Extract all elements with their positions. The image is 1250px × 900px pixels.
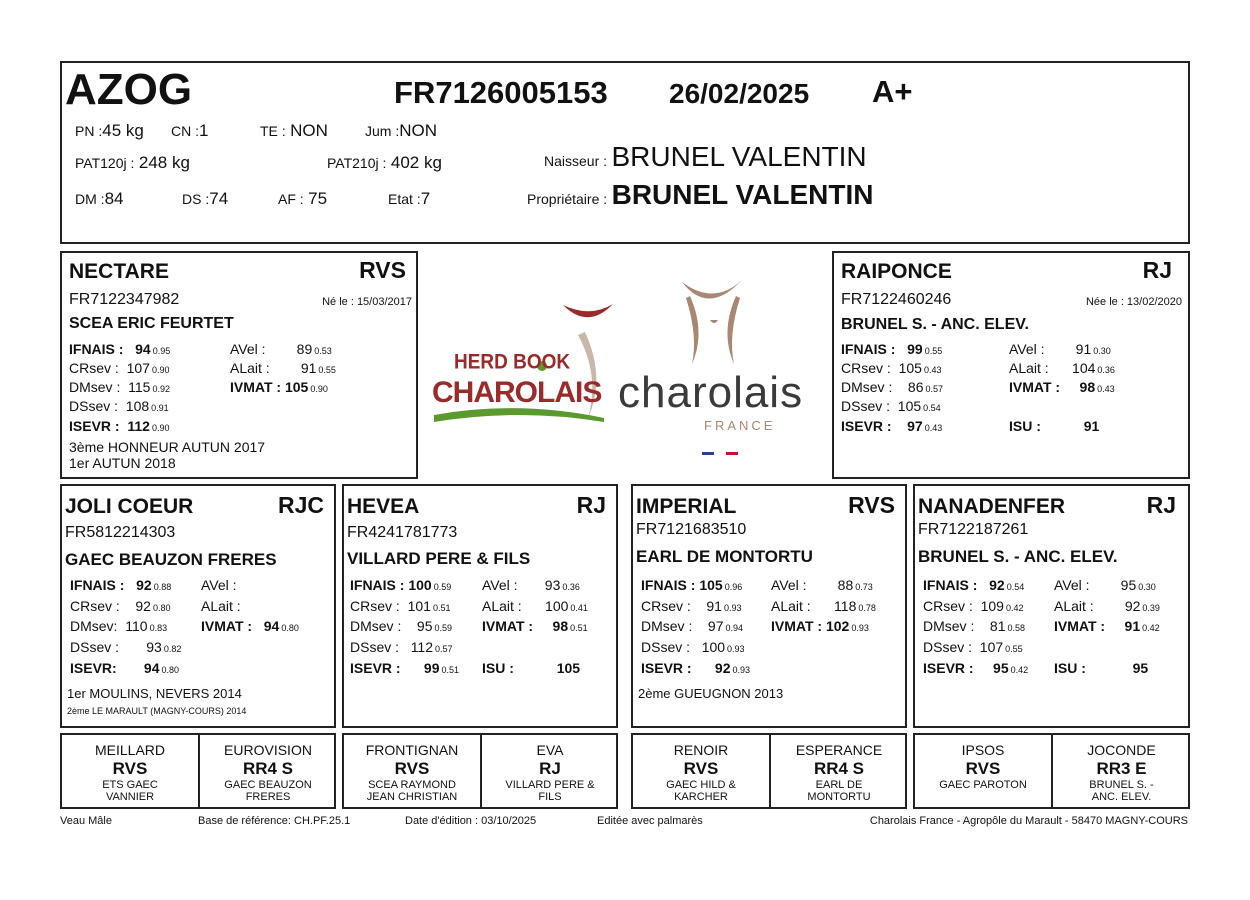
ggp-code: RVS xyxy=(394,759,430,778)
animal-grade: A+ xyxy=(872,74,913,109)
ggp-code: RJ xyxy=(539,759,561,778)
gp-alait: ALait : xyxy=(201,598,241,614)
dm-label: DM : xyxy=(75,191,105,207)
gp-dmsev: DMsev : 81 0.58 xyxy=(923,618,1026,634)
gp-avel: AVel : xyxy=(201,577,237,593)
grandparent-card-0 xyxy=(60,484,336,728)
cn-field xyxy=(171,121,208,141)
ggp-name: FRONTIGNAN xyxy=(365,742,459,758)
gp-isevr: ISEVR : 92 0.93 xyxy=(641,660,751,676)
gp-code: RVS xyxy=(848,492,895,518)
france-word: FRANCE xyxy=(704,418,776,433)
dam-isevr: ISEVR : 97 0.43 xyxy=(841,418,943,434)
charolais-word: charolais xyxy=(618,368,804,417)
animal-name: AZOG xyxy=(65,65,193,114)
gp-ifnais: IFNAIS : 100 0.59 xyxy=(350,577,452,593)
ggp-name: RENOIR xyxy=(673,742,729,758)
gp-name: IMPERIAL xyxy=(636,495,737,518)
gp-breeder: VILLARD PERE & FILS xyxy=(347,549,531,568)
ggp-cell xyxy=(482,735,618,807)
gp-breeder: EARL DE MONTORTU xyxy=(636,547,813,566)
ggp-breeder: VILLARD PERE & FILS xyxy=(505,779,595,803)
gp-ifnais: IFNAIS : 92 0.54 xyxy=(923,577,1025,593)
dam-dssev: DSsev : 105 0.54 xyxy=(841,398,941,414)
footer-edition-date: Date d'édition : 03/10/2025 xyxy=(405,815,537,827)
dam-code: RJ xyxy=(1142,257,1172,283)
dam-crsev: CRsev : 105 0.43 xyxy=(841,360,942,376)
dm-value: 84 xyxy=(104,189,124,208)
ggp-group-2 xyxy=(631,733,907,809)
pat120-label: PAT120j : xyxy=(75,155,135,171)
etat-label: Etat : xyxy=(388,191,421,207)
gp-award-1: 2ème GUEUGNON 2013 xyxy=(638,686,784,701)
ggp-name: MEILLARD xyxy=(94,742,166,758)
dam-isu: ISU : 91 xyxy=(1009,418,1100,434)
ggp-code: RVS xyxy=(112,759,148,778)
proprietaire-field xyxy=(527,179,873,211)
dam-born: Née le : 13/02/2020 xyxy=(1085,296,1182,308)
gp-ivmat: IVMAT : 102 0.93 xyxy=(771,618,869,634)
animal-id: FR7126005153 xyxy=(394,75,608,110)
dam-avel: AVel : 91 0.30 xyxy=(1009,341,1111,357)
dam-dmsev: DMsev : 86 0.57 xyxy=(841,379,944,395)
ggp-cell xyxy=(344,735,482,807)
footer-sex: Veau Mâle xyxy=(60,815,112,827)
herdbook-line2: CHAROLAIS xyxy=(432,376,602,409)
cn-value: 1 xyxy=(199,121,209,140)
ggp-code: RVS xyxy=(965,759,1001,778)
ds-value: 74 xyxy=(209,189,229,208)
dam-ifnais: IFNAIS : 99 0.55 xyxy=(841,341,943,357)
af-value: 75 xyxy=(308,189,328,208)
gp-id: FR4241781773 xyxy=(347,524,458,541)
ggp-group-0 xyxy=(60,733,336,809)
dam-alait: ALait : 104 0.36 xyxy=(1009,360,1115,376)
animal-date: 26/02/2025 xyxy=(669,78,810,109)
gp-breeder: BRUNEL S. - ANC. ELEV. xyxy=(918,547,1118,566)
te-field xyxy=(260,121,328,141)
gp-dmsev: DMsev : 95 0.59 xyxy=(350,618,453,634)
naisseur-label: Naisseur : xyxy=(544,153,608,169)
etat-field xyxy=(388,189,430,209)
ggp-cell xyxy=(771,735,907,807)
ggp-cell xyxy=(915,735,1053,807)
ds-field xyxy=(182,189,228,209)
ggp-code: RR4 S xyxy=(813,759,865,778)
gp-avel: AVel : 88 0.73 xyxy=(771,577,873,593)
ggp-code: RVS xyxy=(683,759,719,778)
gp-isu: ISU : 105 xyxy=(482,660,581,676)
gp-award-1: 1er MOULINS, NEVERS 2014 xyxy=(67,686,242,701)
ggp-name: EVA xyxy=(536,742,564,758)
gp-code: RJC xyxy=(277,492,324,518)
ggp-breeder: SCEA RAYMOND JEAN CHRISTIAN xyxy=(366,779,458,803)
ggp-breeder: GAEC BEAUZON FRERES xyxy=(224,779,312,803)
ggp-name: ESPERANCE xyxy=(795,742,883,758)
proprietaire-value: BRUNEL VALENTIN xyxy=(611,179,874,210)
gp-isevr: ISEVR: 94 0.80 xyxy=(70,660,180,676)
gp-crsev: CRsev : 91 0.93 xyxy=(641,598,742,614)
gp-name: JOLI COEUR xyxy=(65,495,194,518)
ggp-name: EUROVISION xyxy=(224,742,312,758)
gp-name: NANADENFER xyxy=(918,495,1065,518)
cn-label: CN : xyxy=(171,123,199,139)
ggp-cell xyxy=(1053,735,1190,807)
dam-card xyxy=(832,251,1190,479)
etat-value: 7 xyxy=(420,189,431,208)
sire-crsev: CRsev : 107 0.90 xyxy=(69,360,170,376)
ggp-cell xyxy=(200,735,336,807)
sire-code: RVS xyxy=(359,257,406,283)
gp-isu: ISU : 95 xyxy=(1054,660,1149,676)
gp-ivmat: IVMAT : 98 0.51 xyxy=(482,618,588,634)
gp-dssev: DSsev : 112 0.57 xyxy=(350,639,453,655)
ggp-code: RR3 E xyxy=(1096,759,1147,778)
ggp-breeder: BRUNEL S. - ANC. ELEV. xyxy=(1089,779,1154,803)
sire-breeder: SCEA ERIC FEURTET xyxy=(69,315,234,332)
charolais-france-logo xyxy=(618,276,828,456)
gp-ivmat: IVMAT : 94 0.80 xyxy=(201,618,299,634)
gp-ivmat: IVMAT : 91 0.42 xyxy=(1054,618,1160,634)
jum-value: NON xyxy=(399,121,438,140)
sire-dmsev: DMsev : 115 0.92 xyxy=(69,379,170,395)
af-field xyxy=(278,189,327,209)
gp-id: FR7121683510 xyxy=(636,521,747,538)
sire-id: FR7122347982 xyxy=(69,291,180,308)
grandparent-card-3 xyxy=(913,484,1190,728)
gp-breeder: GAEC BEAUZON FRERES xyxy=(65,550,277,569)
pat210-label: PAT210j : xyxy=(327,155,387,171)
ggp-breeder: GAEC HILD & KARCHER xyxy=(666,779,736,803)
sire-born: Né le : 15/03/2017 xyxy=(322,296,412,308)
herdbook-logo xyxy=(428,290,628,430)
ggp-breeder: EARL DE MONTORTU xyxy=(807,779,871,803)
pn-label: PN : xyxy=(75,123,103,139)
gp-isevr: ISEVR : 95 0.42 xyxy=(923,660,1029,676)
gp-name: HEVEA xyxy=(347,495,420,518)
proprietaire-label: Propriétaire : xyxy=(527,191,608,207)
jum-field xyxy=(365,121,437,141)
gp-code: RJ xyxy=(1146,492,1176,518)
ggp-name: IPSOS xyxy=(961,742,1005,758)
footer-palmares: Editée avec palmarès xyxy=(597,815,703,827)
pat210-field xyxy=(327,153,442,173)
sire-award-1: 3ème HONNEUR AUTUN 2017 xyxy=(69,439,266,455)
gp-crsev: CRsev : 101 0.51 xyxy=(350,598,451,614)
ggp-code: RR4 S xyxy=(242,759,294,778)
gp-isevr: ISEVR : 99 0.51 xyxy=(350,660,460,676)
gp-id: FR7122187261 xyxy=(918,521,1029,538)
footer-organization: Charolais France - Agropôle du Marault - 58470 MAGNY-COURS xyxy=(869,815,1188,827)
gp-dssev: DSsev : 100 0.93 xyxy=(641,639,745,655)
sire-avel: AVel : 89 0.53 xyxy=(230,341,332,357)
gp-avel: AVel : 93 0.36 xyxy=(482,577,580,593)
pat210-value: 402 kg xyxy=(390,153,442,172)
ds-label: DS : xyxy=(182,191,210,207)
pn-field xyxy=(75,121,144,141)
grandparent-card-1 xyxy=(342,484,618,728)
gp-ifnais: IFNAIS : 105 0.96 xyxy=(641,577,743,593)
pat120-value: 248 kg xyxy=(138,153,190,172)
gp-award-2: 2ème LE MARAULT (MAGNY-COURS) 2014 xyxy=(67,706,247,716)
dm-field xyxy=(75,189,123,209)
dam-name: RAIPONCE xyxy=(841,260,952,283)
herdbook-line1: HERD BOOK xyxy=(454,350,571,374)
gp-code: RJ xyxy=(576,492,606,518)
dam-breeder: BRUNEL S. - ANC. ELEV. xyxy=(841,316,1029,333)
sire-dssev: DSsev : 108 0.91 xyxy=(69,398,169,414)
te-label: TE : xyxy=(260,123,286,139)
sire-alait: ALait : 91 0.55 xyxy=(230,360,336,376)
gp-dssev: DSsev : 107 0.55 xyxy=(923,639,1023,655)
sire-name: NECTARE xyxy=(69,260,169,283)
naisseur-field xyxy=(544,141,867,173)
dam-ivmat: IVMAT : 98 0.43 xyxy=(1009,379,1115,395)
dam-id: FR7122460246 xyxy=(841,291,952,308)
animal-header xyxy=(60,61,1190,244)
sire-isevr: ISEVR : 112 0.90 xyxy=(69,418,170,434)
footer-base: Base de référence: CH.PF.25.1 xyxy=(198,815,351,827)
sire-card xyxy=(60,251,418,479)
gp-crsev: CRsev : 109 0.42 xyxy=(923,598,1024,614)
ggp-breeder: GAEC PAROTON xyxy=(939,779,1027,791)
gp-crsev: CRsev : 92 0.80 xyxy=(70,598,171,614)
ggp-cell xyxy=(62,735,200,807)
af-label: AF : xyxy=(278,191,304,207)
pn-value: 45 kg xyxy=(102,121,144,140)
charolais-horns-icon xyxy=(618,276,828,376)
sire-ivmat: IVMAT : 105 0.90 xyxy=(230,379,328,395)
ggp-group-3 xyxy=(913,733,1190,809)
gp-ifnais: IFNAIS : 92 0.88 xyxy=(70,577,172,593)
gp-avel: AVel : 95 0.30 xyxy=(1054,577,1156,593)
gp-alait: ALait : 100 0.41 xyxy=(482,598,588,614)
grandparent-card-2 xyxy=(631,484,907,728)
te-value: NON xyxy=(290,121,328,140)
france-flag-icon xyxy=(702,442,742,446)
gp-dmsev: DMsev: 110 0.83 xyxy=(70,618,168,634)
pat120-field xyxy=(75,153,190,173)
ggp-group-1 xyxy=(342,733,618,809)
sire-award-2: 1er AUTUN 2018 xyxy=(69,455,176,471)
gp-alait: ALait : 118 0.78 xyxy=(771,598,876,614)
gp-dmsev: DMsev : 97 0.94 xyxy=(641,618,744,634)
gp-dssev: DSsev : 93 0.82 xyxy=(70,639,182,655)
gp-alait: ALait : 92 0.39 xyxy=(1054,598,1160,614)
ggp-breeder: ETS GAEC VANNIER xyxy=(102,779,158,803)
ggp-cell xyxy=(633,735,771,807)
naisseur-value: BRUNEL VALENTIN xyxy=(611,141,867,172)
sire-ifnais: IFNAIS : 94 0.95 xyxy=(69,341,171,357)
ggp-name: JOCONDE xyxy=(1087,742,1156,758)
gp-id: FR5812214303 xyxy=(65,524,176,541)
jum-label: Jum : xyxy=(365,123,400,139)
